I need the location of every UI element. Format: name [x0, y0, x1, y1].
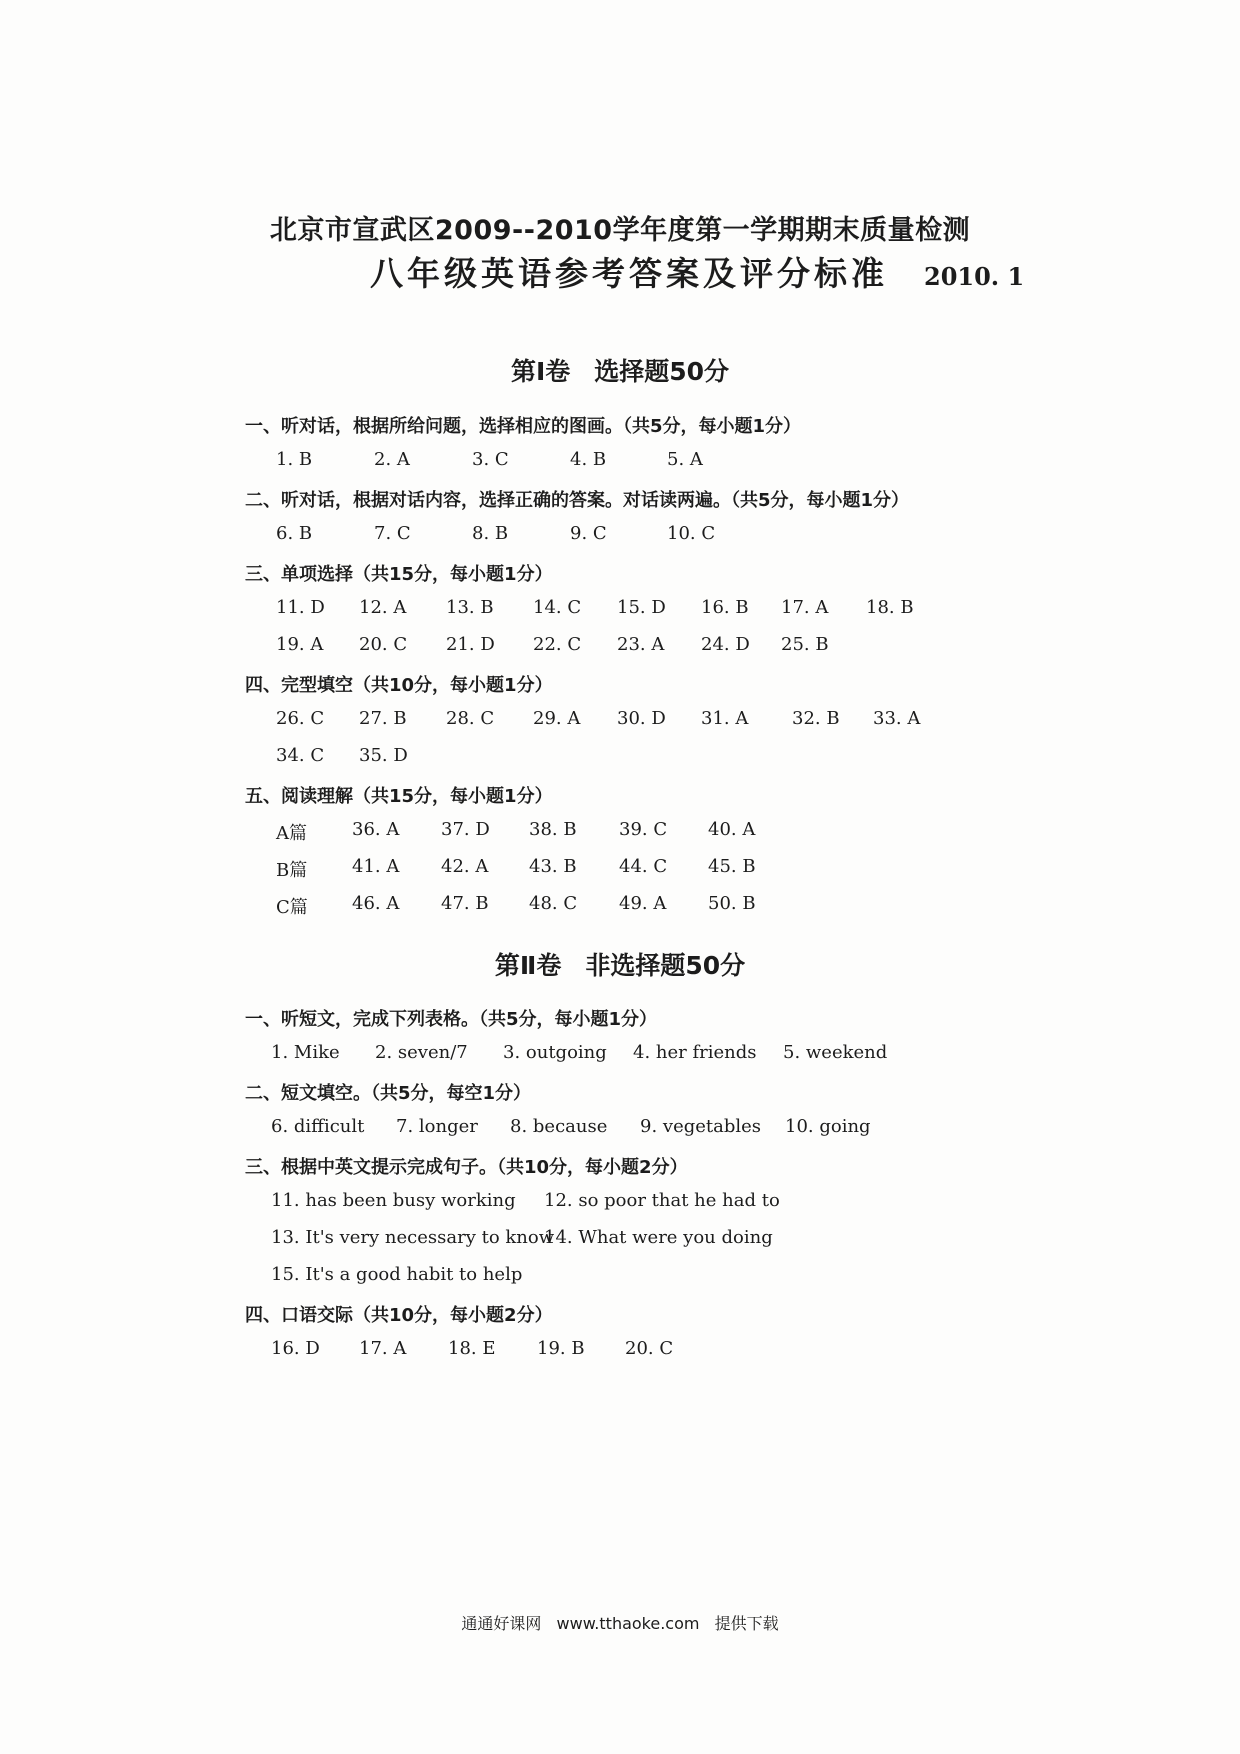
section-heading: 四、完型填空（共10分，每小题1分）	[245, 675, 553, 696]
answer-item: 18. B	[866, 597, 914, 618]
answer-item: 48. C	[529, 893, 578, 914]
answer-item: 37. D	[441, 819, 490, 840]
footer-note: 提供下载	[714, 1614, 779, 1633]
answer-item: 4. B	[570, 449, 607, 470]
answer-item: 11. D	[276, 597, 325, 618]
answer-item: 2. A	[374, 449, 410, 470]
answer-item: 8. because	[510, 1116, 608, 1137]
answer-item: 46. A	[352, 893, 400, 914]
answer-item: 39. C	[619, 819, 668, 840]
answer-item: 6. B	[276, 523, 313, 544]
answer-item: 16. B	[701, 597, 749, 618]
answer-item: 1. B	[276, 449, 313, 470]
passage-label: B篇	[276, 860, 308, 881]
answer-item: 35. D	[359, 745, 408, 766]
answer-item: 49. A	[619, 893, 667, 914]
section-heading: 三、单项选择（共15分，每小题1分）	[245, 564, 553, 585]
answer-item: 45. B	[708, 856, 756, 877]
footer-url[interactable]: www.tthaoke.com	[556, 1614, 700, 1633]
answer-item: 10. going	[785, 1116, 871, 1137]
part1-subtitle: 选择题50分	[594, 357, 730, 386]
answer-item: 14. What were you doing	[544, 1227, 773, 1248]
answer-item: 21. D	[446, 634, 495, 655]
answer-item: 19. A	[276, 634, 324, 655]
section-heading: 三、根据中英文提示完成句子。（共10分，每小题2分）	[245, 1157, 688, 1178]
answer-item: 28. C	[446, 708, 495, 729]
answer-item: 47. B	[441, 893, 489, 914]
answer-item: 34. C	[276, 745, 325, 766]
section-heading: 二、短文填空。（共5分，每空1分）	[245, 1083, 532, 1104]
part2-heading	[0, 946, 1240, 982]
answer-item: 18. E	[448, 1338, 496, 1359]
answer-item: 3. outgoing	[503, 1042, 607, 1063]
answer-item: 3. C	[472, 449, 509, 470]
answer-item: 12. A	[359, 597, 407, 618]
answer-item: 2. seven/7	[375, 1042, 468, 1063]
answer-item: 4. her friends	[633, 1042, 757, 1063]
answer-item: 8. B	[472, 523, 509, 544]
subtitle-text: 八年级英语参考答案及评分标准	[370, 254, 888, 293]
answer-item: 25. B	[781, 634, 829, 655]
answer-item: 30. D	[617, 708, 666, 729]
answer-item: 10. C	[667, 523, 716, 544]
answer-item: 40. A	[708, 819, 756, 840]
answer-item: 1. Mike	[271, 1042, 340, 1063]
answer-item: 7. longer	[396, 1116, 478, 1137]
answer-item: 50. B	[708, 893, 756, 914]
footer	[0, 1611, 1240, 1634]
answer-item: 5. A	[667, 449, 703, 470]
answer-item: 41. A	[352, 856, 400, 877]
answer-item: 5. weekend	[783, 1042, 888, 1063]
answer-item: 9. C	[570, 523, 607, 544]
document-title: 北京市宣武区2009--2010学年度第一学期期末质量检测	[269, 215, 971, 246]
section-heading: 五、阅读理解（共15分，每小题1分）	[245, 786, 553, 807]
answer-item: 11. has been busy working	[271, 1190, 516, 1211]
answer-item: 32. B	[792, 708, 840, 729]
section-heading: 一、听短文，完成下列表格。（共5分，每小题1分）	[245, 1009, 658, 1030]
answer-item: 23. A	[617, 634, 665, 655]
answer-item: 27. B	[359, 708, 407, 729]
answer-item: 44. C	[619, 856, 668, 877]
answer-item: 16. D	[271, 1338, 320, 1359]
section-heading: 四、口语交际（共10分，每小题2分）	[245, 1305, 553, 1326]
part2-title: 第Ⅱ卷	[494, 951, 562, 980]
answer-item: 14. C	[533, 597, 582, 618]
answer-item: 15. It's a good habit to help	[271, 1264, 523, 1285]
answer-item: 12. so poor that he had to	[544, 1190, 780, 1211]
answer-item: 13. It's very necessary to know	[271, 1227, 555, 1248]
answer-item: 36. A	[352, 819, 400, 840]
answer-item: 17. A	[359, 1338, 407, 1359]
answer-item: 31. A	[701, 708, 749, 729]
answer-item: 9. vegetables	[640, 1116, 762, 1137]
answer-item: 22. C	[533, 634, 582, 655]
part2-subtitle: 非选择题50分	[585, 951, 746, 980]
answer-item: 19. B	[537, 1338, 585, 1359]
answer-item: 33. A	[873, 708, 921, 729]
footer-site-name: 通通好课网	[461, 1614, 542, 1633]
answer-item: 20. C	[359, 634, 408, 655]
answer-item: 6. difficult	[271, 1116, 365, 1137]
part1-heading	[0, 352, 1240, 388]
answer-item: 38. B	[529, 819, 577, 840]
document-subtitle	[370, 248, 1024, 295]
answer-item: 24. D	[701, 634, 750, 655]
answer-item: 43. B	[529, 856, 577, 877]
answer-item: 42. A	[441, 856, 489, 877]
passage-label: C篇	[276, 897, 308, 918]
answer-item: 26. C	[276, 708, 325, 729]
passage-label: A篇	[276, 823, 307, 844]
answer-item: 7. C	[374, 523, 411, 544]
section-heading: 一、听对话，根据所给问题，选择相应的图画。（共5分，每小题1分）	[245, 416, 802, 437]
answer-item: 17. A	[781, 597, 829, 618]
document-date: 2010. 1	[924, 262, 1025, 291]
answer-item: 13. B	[446, 597, 494, 618]
section-heading: 二、听对话，根据对话内容，选择正确的答案。对话读两遍。（共5分，每小题1分）	[245, 490, 910, 511]
answer-item: 20. C	[625, 1338, 674, 1359]
part1-title: 第Ⅰ卷	[510, 357, 571, 386]
answer-item: 15. D	[617, 597, 666, 618]
answer-item: 29. A	[533, 708, 581, 729]
